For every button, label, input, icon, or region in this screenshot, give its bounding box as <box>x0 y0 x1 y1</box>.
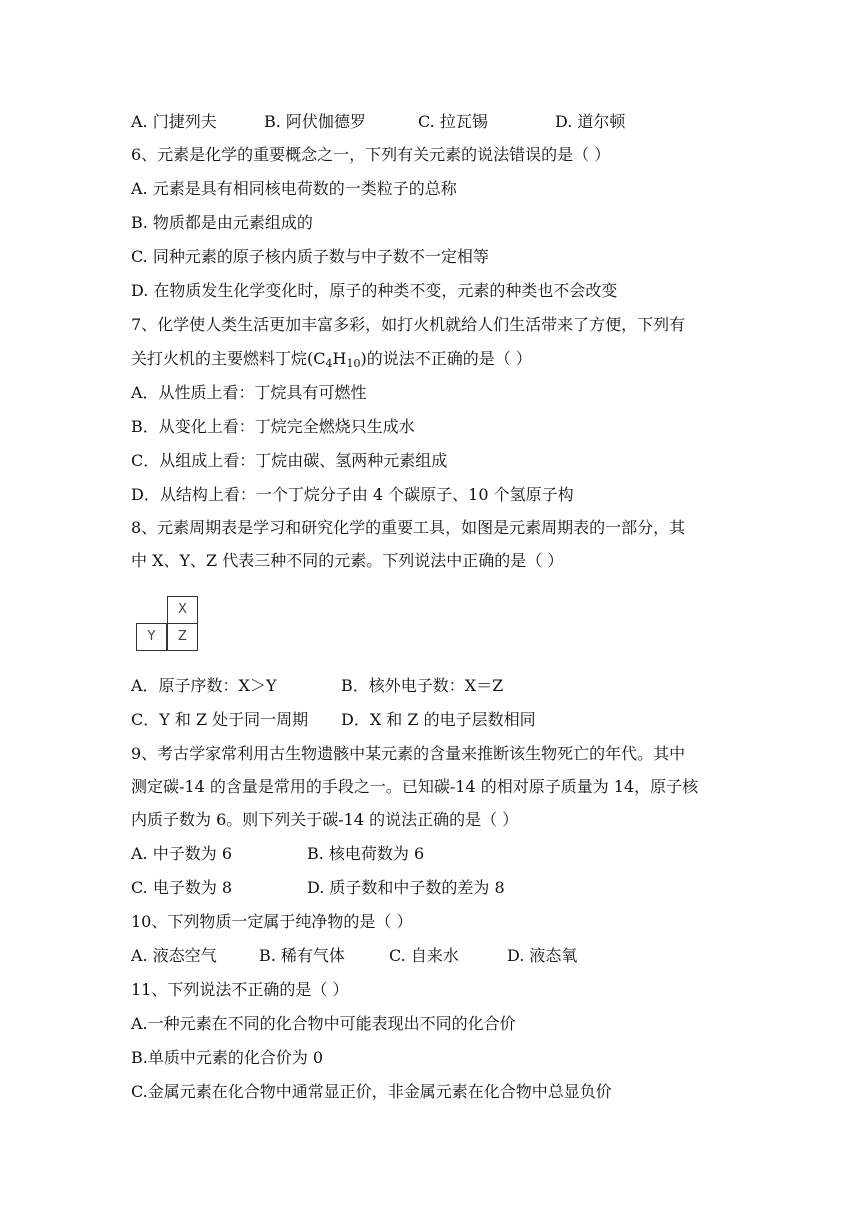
q6-stem: 6、元素是化学的重要概念之一，下列有关元素的说法错误的是（ ） <box>131 145 611 164</box>
q9-stem-line2: 测定碳-14 的含量是常用的手段之一。已知碳-14 的相对原子质量为 14，原子核 <box>131 777 699 796</box>
q6-option-a: A. 元素是具有相同核电荷数的一类粒子的总称 <box>131 179 457 198</box>
q11-option-a: A.一种元素在不同的化合物中可能表现出不同的化合价 <box>131 1014 516 1033</box>
q8-option-d: D．X 和 Z 的电子层数相同 <box>341 710 536 729</box>
q10-option-d: D. 液态氧 <box>507 946 578 965</box>
q10-option-c: C. 自来水 <box>389 946 459 965</box>
q8-option-c: C．Y 和 Z 处于同一周期 <box>131 710 309 729</box>
cell-z: Z <box>167 623 198 651</box>
q5-option-d: D. 道尔顿 <box>555 112 626 131</box>
q7-formula-sub-c: 4 <box>325 357 333 370</box>
q9-stem-line3: 内质子数为 6。则下列关于碳-14 的说法正确的是（ ） <box>131 810 519 829</box>
q7-option-d: D．从结构上看：一个丁烷分子由 4 个碳原子、10 个氢原子构 <box>131 485 574 504</box>
q6-option-c: C. 同种元素的原子核内质子数与中子数不一定相等 <box>131 247 489 266</box>
q5-option-c: C. 拉瓦锡 <box>418 112 488 131</box>
q7-formula-h: H <box>332 349 347 368</box>
q8-stem-line2: 中 X、Y、Z 代表三种不同的元素。下列说法中正确的是（ ） <box>131 551 564 570</box>
q8-stem-line1: 8、元素周期表是学习和研究化学的重要工具，如图是元素周期表的一部分，其 <box>131 518 686 537</box>
q7-option-c: C．从组成上看：丁烷由碳、氢两种元素组成 <box>131 451 448 470</box>
q8-option-b: B．核外电子数：X＝Z <box>341 676 504 695</box>
q7-option-b: B．从变化上看：丁烷完全燃烧只生成水 <box>131 417 415 436</box>
q7-stem-line2 <box>131 347 532 371</box>
q11-option-b: B.单质中元素的化合价为 0 <box>131 1048 324 1067</box>
q6-option-b: B. 物质都是由元素组成的 <box>131 213 313 232</box>
q11-stem: 11、下列说法不正确的是（ ） <box>131 980 349 999</box>
q7-stem-line1: 7、化学使人类生活更加丰富多彩，如打火机就给人们生活带来了方便，下列有 <box>131 315 686 334</box>
cell-x: X <box>167 596 198 624</box>
q7-option-a: A．从性质上看：丁烷具有可燃性 <box>131 383 367 402</box>
q6-option-d: D. 在物质发生化学变化时，原子的种类不变，元素的种类也不会改变 <box>131 281 618 300</box>
q9-option-c: C. 电子数为 8 <box>131 878 233 897</box>
q9-option-a: A. 中子数为 6 <box>131 844 232 863</box>
q8-option-a: A．原子序数：X＞Y <box>131 676 277 695</box>
q7-stem-post: )的说法不正确的是（ ） <box>360 349 532 368</box>
q10-option-a: A. 液态空气 <box>131 946 217 965</box>
q9-option-b: B. 核电荷数为 6 <box>307 844 425 863</box>
q5-option-b: B. 阿伏伽德罗 <box>264 112 366 131</box>
q7-stem-pre: 关打火机的主要燃料丁烷(C <box>131 349 326 368</box>
q9-stem-line1: 9、考古学家常利用古生物遗骸中某元素的含量来推断该生物死亡的年代。其中 <box>131 744 686 763</box>
q9-option-d: D. 质子数和中子数的差为 8 <box>307 878 505 897</box>
q10-option-b: B. 稀有气体 <box>259 946 345 965</box>
q10-stem: 10、下列物质一定属于纯净物的是（ ） <box>131 912 413 931</box>
q7-formula-sub-h: 10 <box>346 357 361 370</box>
q11-option-c: C.金属元素在化合物中通常显正价，非金属元素在化合物中总显负价 <box>131 1082 612 1101</box>
cell-y: Y <box>136 623 167 651</box>
q5-option-a: A. 门捷列夫 <box>131 112 217 131</box>
